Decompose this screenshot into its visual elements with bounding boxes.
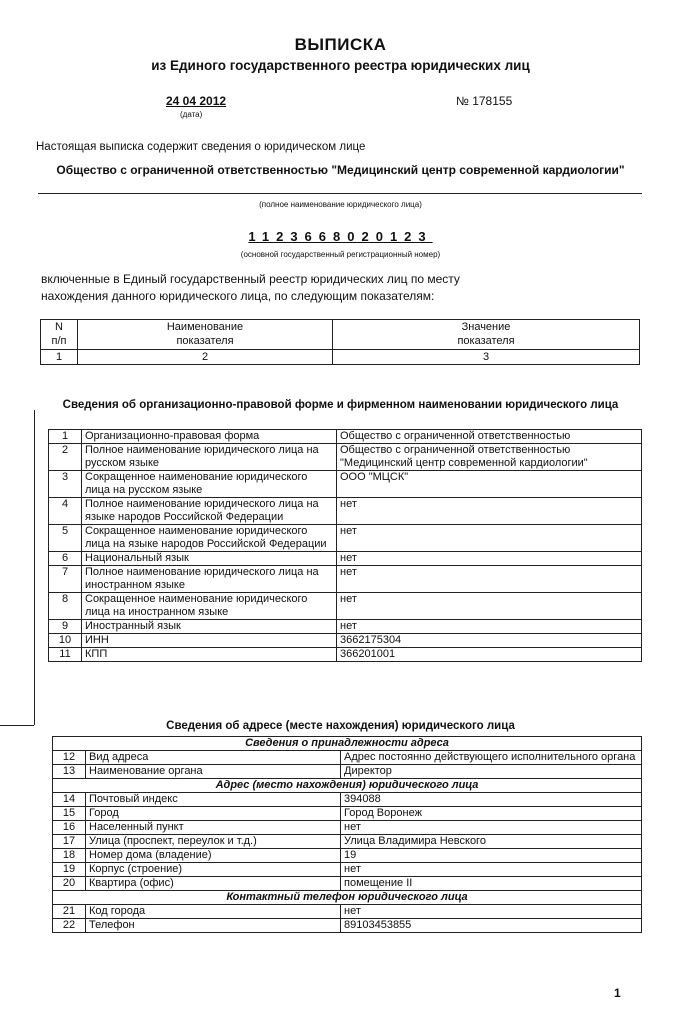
cell-value: 19 <box>341 849 642 863</box>
cell-value: Общество с ограниченной ответственностью "Медицинский центр современной кардиологии" <box>337 444 642 471</box>
cell-value: помещение II <box>341 877 642 891</box>
cell-value: 366201001 <box>337 648 642 662</box>
table-row <box>49 525 642 552</box>
cell-name: Полное наименование юридического лица на русском языке <box>82 444 337 471</box>
header-cell: N п/п <box>41 320 78 350</box>
table-row <box>49 430 642 444</box>
paragraph-line: нахождения данного юридического лица, по следующим показателям: <box>41 289 435 303</box>
document-title: ВЫПИСКА <box>294 35 387 54</box>
cell-value: нет <box>337 525 642 552</box>
header-cell: 2 <box>78 350 333 365</box>
cell-n: 16 <box>53 821 86 835</box>
document-date: 24 04 2012 <box>166 94 227 108</box>
cell-n: 4 <box>49 498 82 525</box>
cell-name: Город <box>86 807 341 821</box>
table-row <box>49 634 642 648</box>
cell-n: 22 <box>53 919 86 933</box>
table-row <box>53 793 642 807</box>
cell-value: нет <box>337 593 642 620</box>
table-row <box>49 471 642 498</box>
cell-n: 9 <box>49 620 82 634</box>
section2-table <box>52 736 642 933</box>
header-cell: Значение показателя <box>333 320 640 350</box>
ogrn-caption: (основной государственный регистрационный номер) <box>240 250 441 259</box>
cell-value: нет <box>341 905 642 919</box>
cell-value: Улица Владимира Невского <box>341 835 642 849</box>
cell-n: 13 <box>53 765 86 779</box>
cell-name: Сокращенное наименование юридического лица на языке народов Российской Федерации <box>82 525 337 552</box>
cell-n: 5 <box>49 525 82 552</box>
cell-name: Корпус (строение) <box>86 863 341 877</box>
cell-name: Полное наименование юридического лица на иностранном языке <box>82 566 337 593</box>
cell-n: 1 <box>49 430 82 444</box>
section1-table <box>48 429 642 662</box>
cell-value: нет <box>341 863 642 877</box>
subheader-cell: Сведения о принадлежности адреса <box>53 737 642 751</box>
cell-value: нет <box>337 620 642 634</box>
table-row <box>53 835 642 849</box>
subheader-row <box>53 779 642 793</box>
cell-value: нет <box>337 552 642 566</box>
cell-name: Вид адреса <box>86 751 341 765</box>
cell-n: 19 <box>53 863 86 877</box>
cell-name: Сокращенное наименование юридического лица на русском языке <box>82 471 337 498</box>
cell-name: Иностранный язык <box>82 620 337 634</box>
header-cell: 3 <box>333 350 640 365</box>
cell-n: 21 <box>53 905 86 919</box>
cell-name: Национальный язык <box>82 552 337 566</box>
cell-n: 10 <box>49 634 82 648</box>
cell-n: 8 <box>49 593 82 620</box>
table-row <box>53 849 642 863</box>
table-row <box>49 498 642 525</box>
date-caption: (дата) <box>180 110 203 119</box>
header-cell: Наименование показателя <box>78 320 333 350</box>
paragraph <box>41 271 460 305</box>
table-row <box>49 620 642 634</box>
cell-name: ИНН <box>82 634 337 648</box>
cell-value: Директор <box>341 765 642 779</box>
subheader-row <box>53 891 642 905</box>
table-row <box>49 648 642 662</box>
cell-name: Код города <box>86 905 341 919</box>
cell-value: нет <box>337 566 642 593</box>
company-caption: (полное наименование юридического лица) <box>259 200 422 209</box>
table-row <box>49 552 642 566</box>
cell-n: 14 <box>53 793 86 807</box>
cell-name: Сокращенное наименование юридического лица на иностранном языке <box>82 593 337 620</box>
ogrn-number: 1123668020123 <box>248 229 433 244</box>
cell-value: Город Воронеж <box>341 807 642 821</box>
subheader-cell: Адрес (место нахождения) юридического лица <box>53 779 642 793</box>
paragraph-line: включенные в Единый государственный реестр юридических лиц по месту <box>41 272 460 286</box>
cell-name: Наименование органа <box>86 765 341 779</box>
intro-text: Настоящая выписка содержит сведения о юридическом лице <box>36 141 366 153</box>
header-table <box>40 319 640 365</box>
cell-n: 20 <box>53 877 86 891</box>
cell-value: нет <box>341 821 642 835</box>
cell-value: ООО "МЦСК" <box>337 471 642 498</box>
table-row <box>53 863 642 877</box>
table-row <box>49 444 642 471</box>
cell-value: Адрес постоянно действующего исполнительного органа <box>341 751 642 765</box>
table-row <box>49 593 642 620</box>
cell-value: нет <box>337 498 642 525</box>
margin-mark <box>34 410 35 725</box>
cell-value: 394088 <box>341 793 642 807</box>
cell-n: 17 <box>53 835 86 849</box>
cell-name: Полное наименование юридического лица на языке народов Российской Федерации <box>82 498 337 525</box>
cell-value: Общество с ограниченной ответственностью <box>337 430 642 444</box>
cell-name: Улица (проспект, переулок и т.д.) <box>86 835 341 849</box>
table-row <box>53 877 642 891</box>
cell-name: Квартира (офис) <box>86 877 341 891</box>
table-row <box>53 821 642 835</box>
cell-name: Почтовый индекс <box>86 793 341 807</box>
divider <box>38 193 642 194</box>
subheader-cell: Контактный телефон юридического лица <box>53 891 642 905</box>
cell-value: 3662175304 <box>337 634 642 648</box>
company-name: Общество с ограниченной ответственностью "Медицинский центр современной кардиологии" <box>56 163 625 177</box>
header-cell: 1 <box>41 350 78 365</box>
table-row <box>49 566 642 593</box>
table-row <box>53 807 642 821</box>
cell-name: Телефон <box>86 919 341 933</box>
cell-value: 89103453855 <box>341 919 642 933</box>
table-row <box>53 905 642 919</box>
document-number: № 178155 <box>456 94 513 108</box>
table-row <box>53 765 642 779</box>
section-title: Сведения об организационно-правовой форме и фирменном наименовании юридического лица <box>62 399 619 411</box>
cell-name: Номер дома (владение) <box>86 849 341 863</box>
cell-n: 15 <box>53 807 86 821</box>
cell-n: 6 <box>49 552 82 566</box>
cell-n: 11 <box>49 648 82 662</box>
subheader-row <box>53 737 642 751</box>
document-subtitle: из Единого государственного реестра юридических лиц <box>151 58 530 73</box>
cell-n: 12 <box>53 751 86 765</box>
page-number: 1 <box>614 986 621 1000</box>
cell-n: 18 <box>53 849 86 863</box>
cell-n: 3 <box>49 471 82 498</box>
cell-name: КПП <box>82 648 337 662</box>
cell-n: 2 <box>49 444 82 471</box>
cell-name: Населенный пункт <box>86 821 341 835</box>
cell-n: 7 <box>49 566 82 593</box>
table-row <box>53 919 642 933</box>
section-title: Сведения об адресе (месте нахождения) юридического лица <box>166 720 515 732</box>
table-row <box>53 751 642 765</box>
cell-name: Организационно-правовая форма <box>82 430 337 444</box>
